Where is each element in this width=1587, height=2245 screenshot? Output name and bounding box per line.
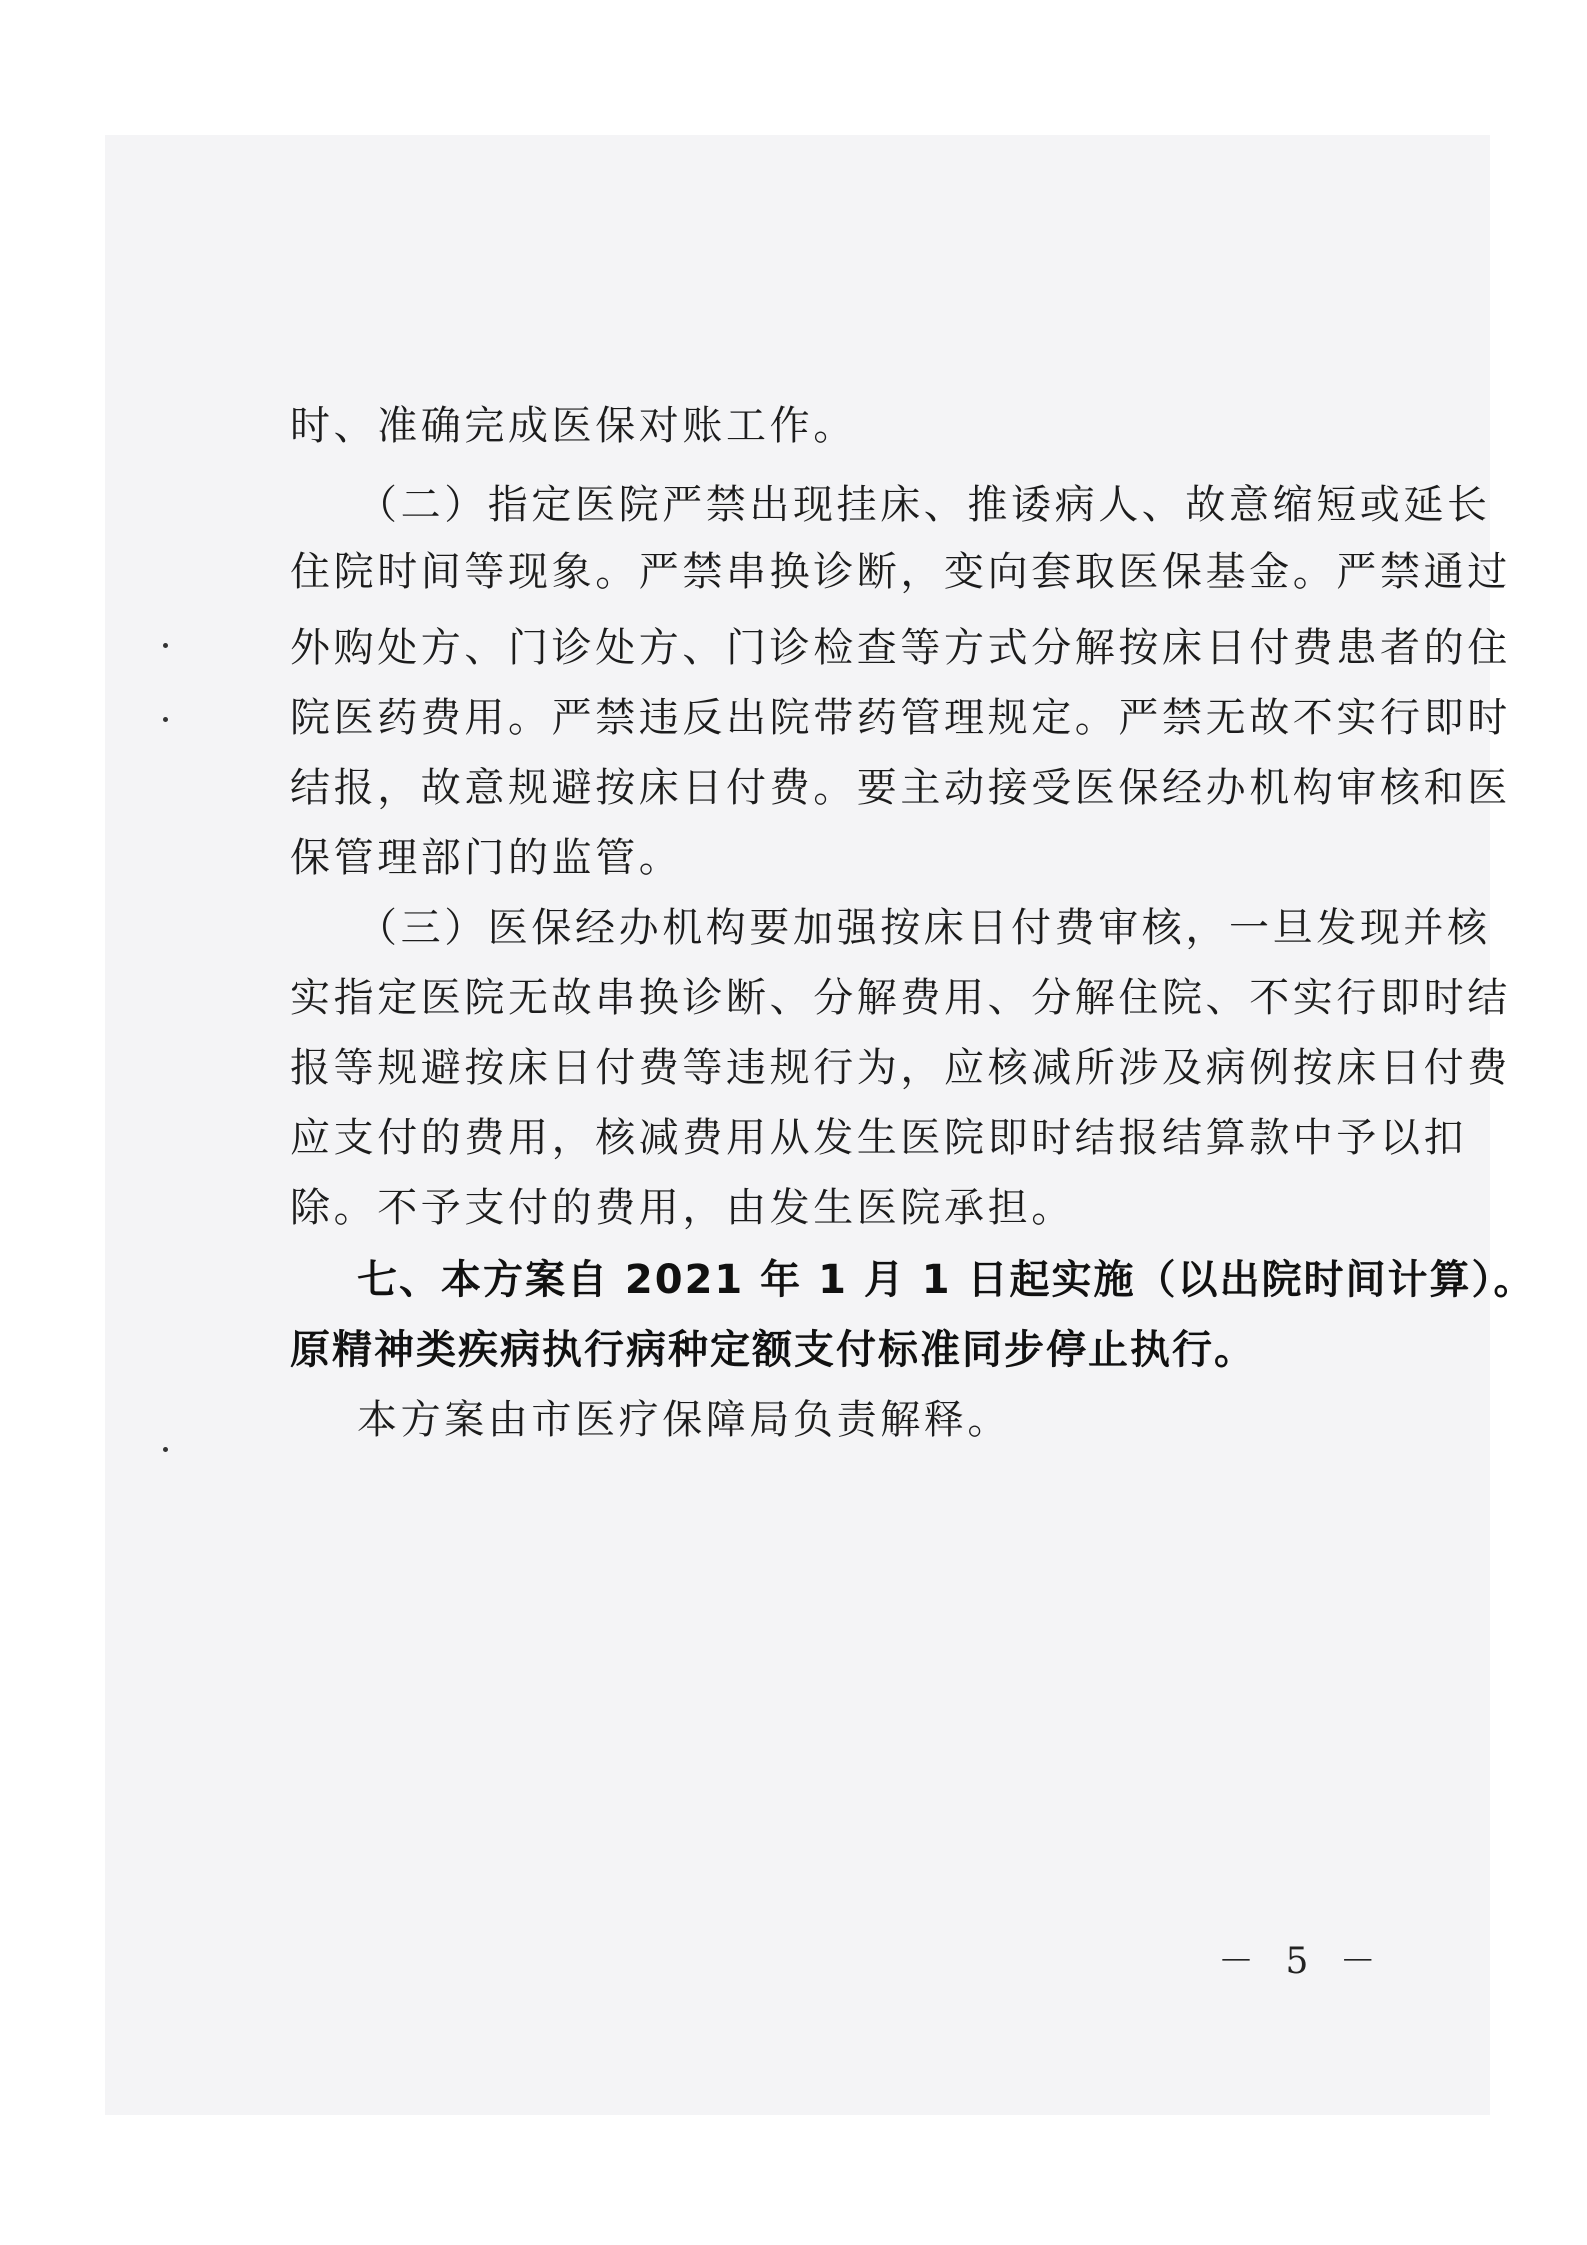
text-line: 保管理部门的监管。 <box>290 835 683 881</box>
text-line: 应支付的费用，核减费用从发生医院即时结报结算款中予以扣 <box>290 1115 1468 1161</box>
text-line: 院医药费用。严禁违反出院带药管理规定。严禁无故不实行即时 <box>290 695 1511 741</box>
text-line: 时、准确完成医保对账工作。 <box>290 403 857 449</box>
text-line: 实指定医院无故串换诊断、分解费用、分解住院、不实行即时结 <box>290 975 1511 1021</box>
text-line: 外购处方、门诊处方、门诊检查等方式分解按床日付费患者的住 <box>290 625 1511 671</box>
text-line: 结报，故意规避按床日付费。要主动接受医保经办机构审核和医 <box>290 765 1511 811</box>
text-line: 除。不予支付的费用，由发生医院承担。 <box>290 1185 1075 1231</box>
scan-mark <box>163 643 168 648</box>
section-heading: 七、本方案自 2021 年 1 月 1 日起实施（以出院时间计算）。 <box>357 1257 1536 1303</box>
paragraph-first-line: （三）医保经办机构要加强按床日付费审核，一旦发现并核 <box>357 905 1491 951</box>
paragraph-first-line: （二）指定医院严禁出现挂床、推诿病人、故意缩短或延长 <box>357 482 1491 528</box>
text-line: 报等规避按床日付费等违规行为，应核减所涉及病例按床日付费 <box>290 1045 1511 1091</box>
closing-statement: 本方案由市医疗保障局负责解释。 <box>357 1397 1011 1443</box>
page-number: － 5 － <box>1218 1941 1386 1982</box>
section-heading-continued: 原精神类疾病执行病种定额支付标准同步停止执行。 <box>290 1327 1256 1373</box>
scan-mark <box>163 1447 168 1452</box>
scan-mark <box>163 717 168 722</box>
text-line: 住院时间等现象。严禁串换诊断，变向套取医保基金。严禁通过 <box>290 549 1511 595</box>
